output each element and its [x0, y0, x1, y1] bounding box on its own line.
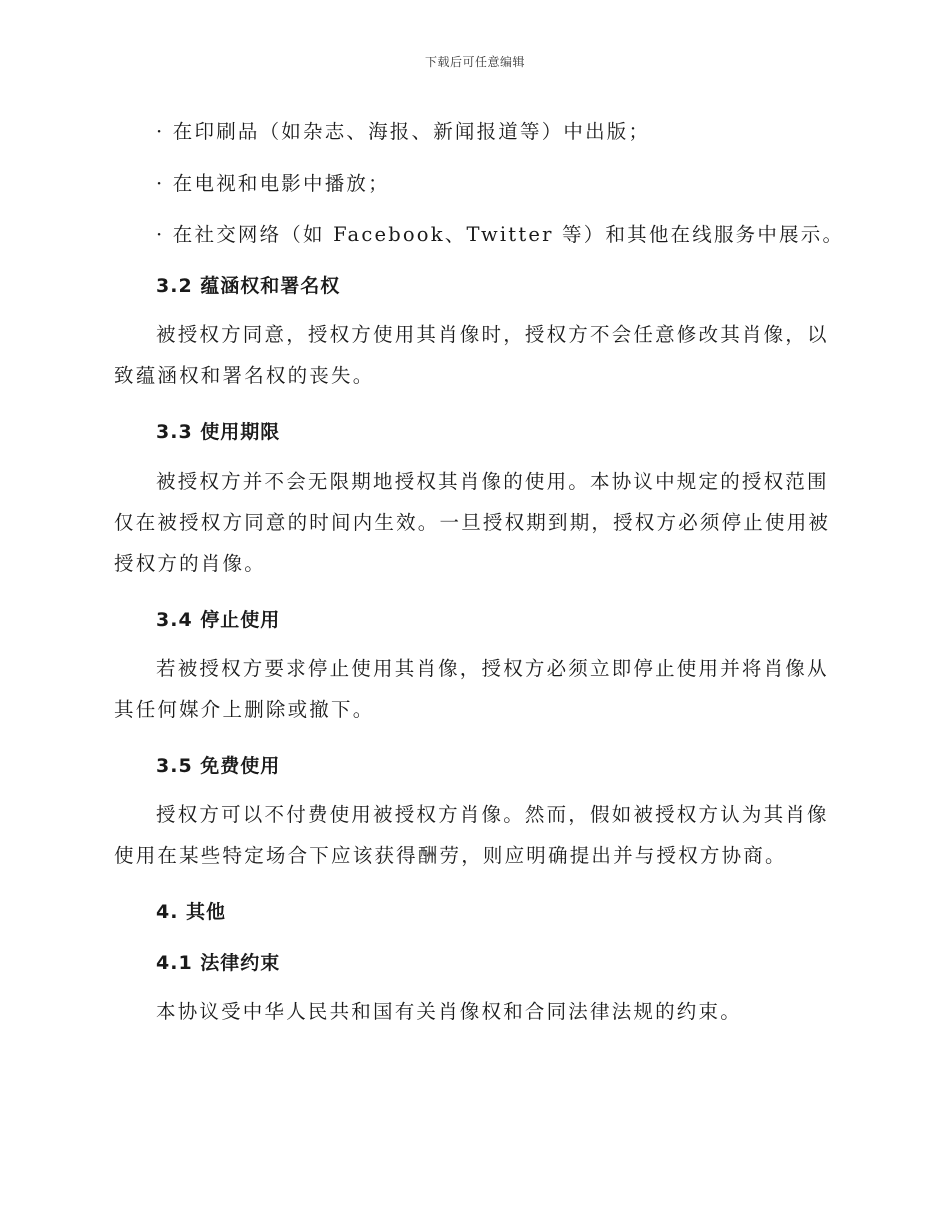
paragraph-line: 被授权方同意，授权方使用其肖像时，授权方不会任意修改其肖像，以: [156, 323, 829, 346]
section-heading: 3.5 免费使用: [156, 755, 281, 777]
paragraph-line: 授权方可以不付费使用被授权方肖像。然而，假如被授权方认为其肖像: [156, 803, 829, 826]
paragraph-line: 其任何媒介上删除或撤下。: [114, 698, 375, 721]
section-paragraph: [114, 314, 830, 396]
section-paragraph: [114, 794, 830, 876]
section-paragraph: [114, 461, 830, 584]
section-heading: 3.3 使用期限: [156, 421, 281, 443]
section-heading: 4.1 法律约束: [156, 952, 281, 974]
paragraph-line: 仅在被授权方同意的时间内生效。一旦授权期到期，授权方必须停止使用被: [114, 511, 831, 534]
bullet-item: · 在社交网络（如 Facebook、Twitter 等）和其他在线服务中展示。: [156, 223, 845, 246]
page-header: 下载后可任意编辑: [424, 55, 525, 69]
paragraph-line: 本协议受中华人民共和国有关肖像权和合同法律法规的约束。: [156, 1000, 742, 1023]
section-heading: 3.2 蕴涵权和署名权: [156, 275, 341, 297]
section-paragraph: [114, 991, 830, 1032]
paragraph-line: 若被授权方要求停止使用其肖像，授权方必须立即停止使用并将肖像从: [156, 657, 829, 680]
bullet-item: · 在印刷品（如杂志、海报、新闻报道等）中出版；: [156, 120, 651, 143]
paragraph-line: 授权方的肖像。: [114, 552, 266, 575]
paragraph-line: 致蕴涵权和署名权的丧失。: [114, 364, 375, 387]
section-heading: 4. 其他: [156, 901, 227, 923]
bullet-item: · 在电视和电影中播放；: [156, 172, 390, 195]
paragraph-line: 被授权方并不会无限期地授权其肖像的使用。本协议中规定的授权范围: [156, 470, 829, 493]
paragraph-line: 使用在某些特定场合下应该获得酬劳，则应明确提出并与授权方协商。: [114, 844, 787, 867]
section-heading: 3.4 停止使用: [156, 609, 281, 631]
section-paragraph: [114, 648, 830, 730]
